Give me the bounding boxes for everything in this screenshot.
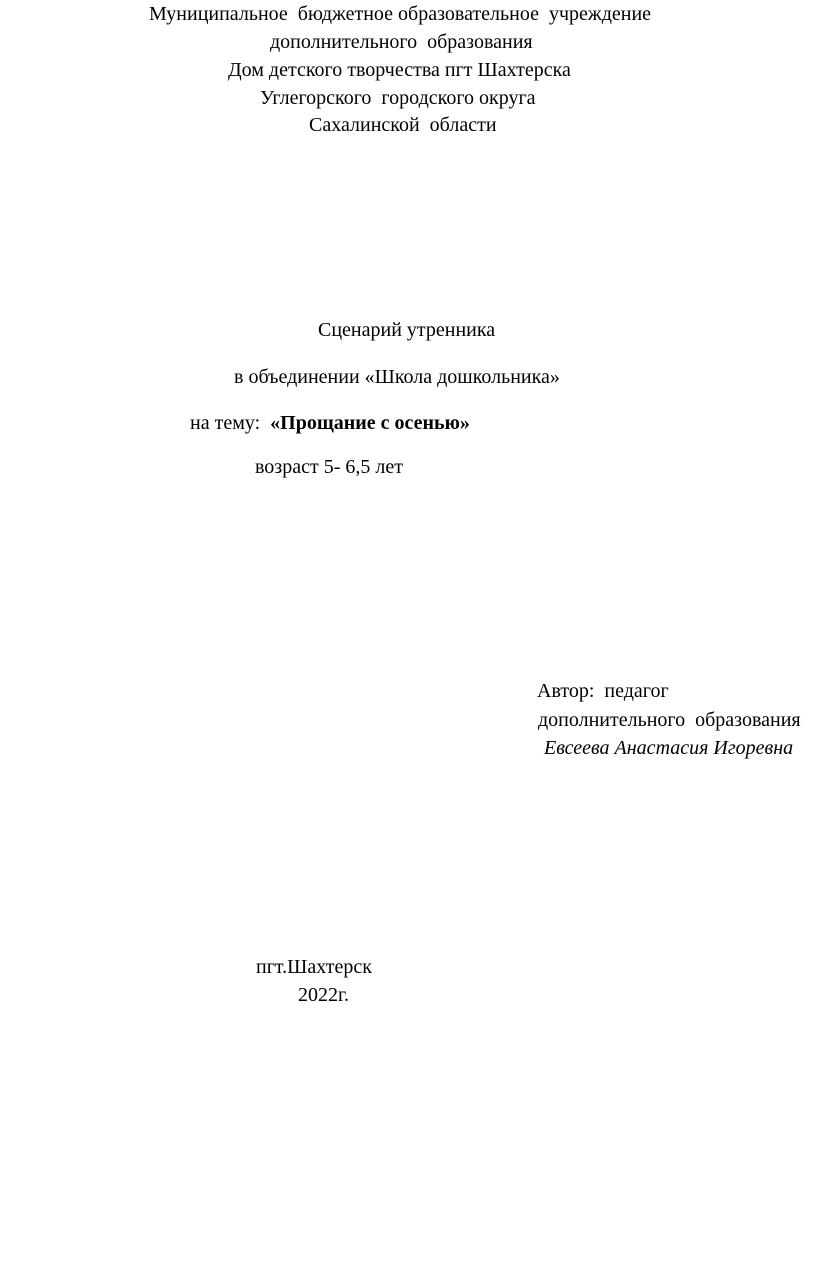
title-line-2: в объединении «Школа дошкольника» [234, 366, 560, 388]
title-theme [190, 413, 470, 433]
theme-value: «Прощание с осенью» [270, 412, 470, 434]
title-line-1: Сценарий утренника [318, 319, 496, 341]
title-age: возраст 5- 6,5 лет [255, 456, 403, 478]
author-line-1: Автор: педагог [537, 680, 669, 702]
author-line-2: дополнительного образования [538, 709, 801, 731]
author-name: Евсеева Анастасия Игоревна [544, 737, 794, 759]
institution-line-2: дополнительного образования [270, 31, 533, 53]
footer-place: пгт.Шахтерск [256, 956, 372, 978]
institution-line-3: Дом детского творчества пгт Шахтерска [228, 59, 571, 81]
institution-line-5: Сахалинской области [309, 114, 497, 136]
footer-year: 2022г. [298, 984, 349, 1006]
theme-label: на тему: [190, 412, 271, 434]
institution-line-4: Углегорского городского округа [260, 87, 536, 109]
institution-line-1: Муниципальное бюджетное образовательное учреждение [149, 3, 652, 25]
